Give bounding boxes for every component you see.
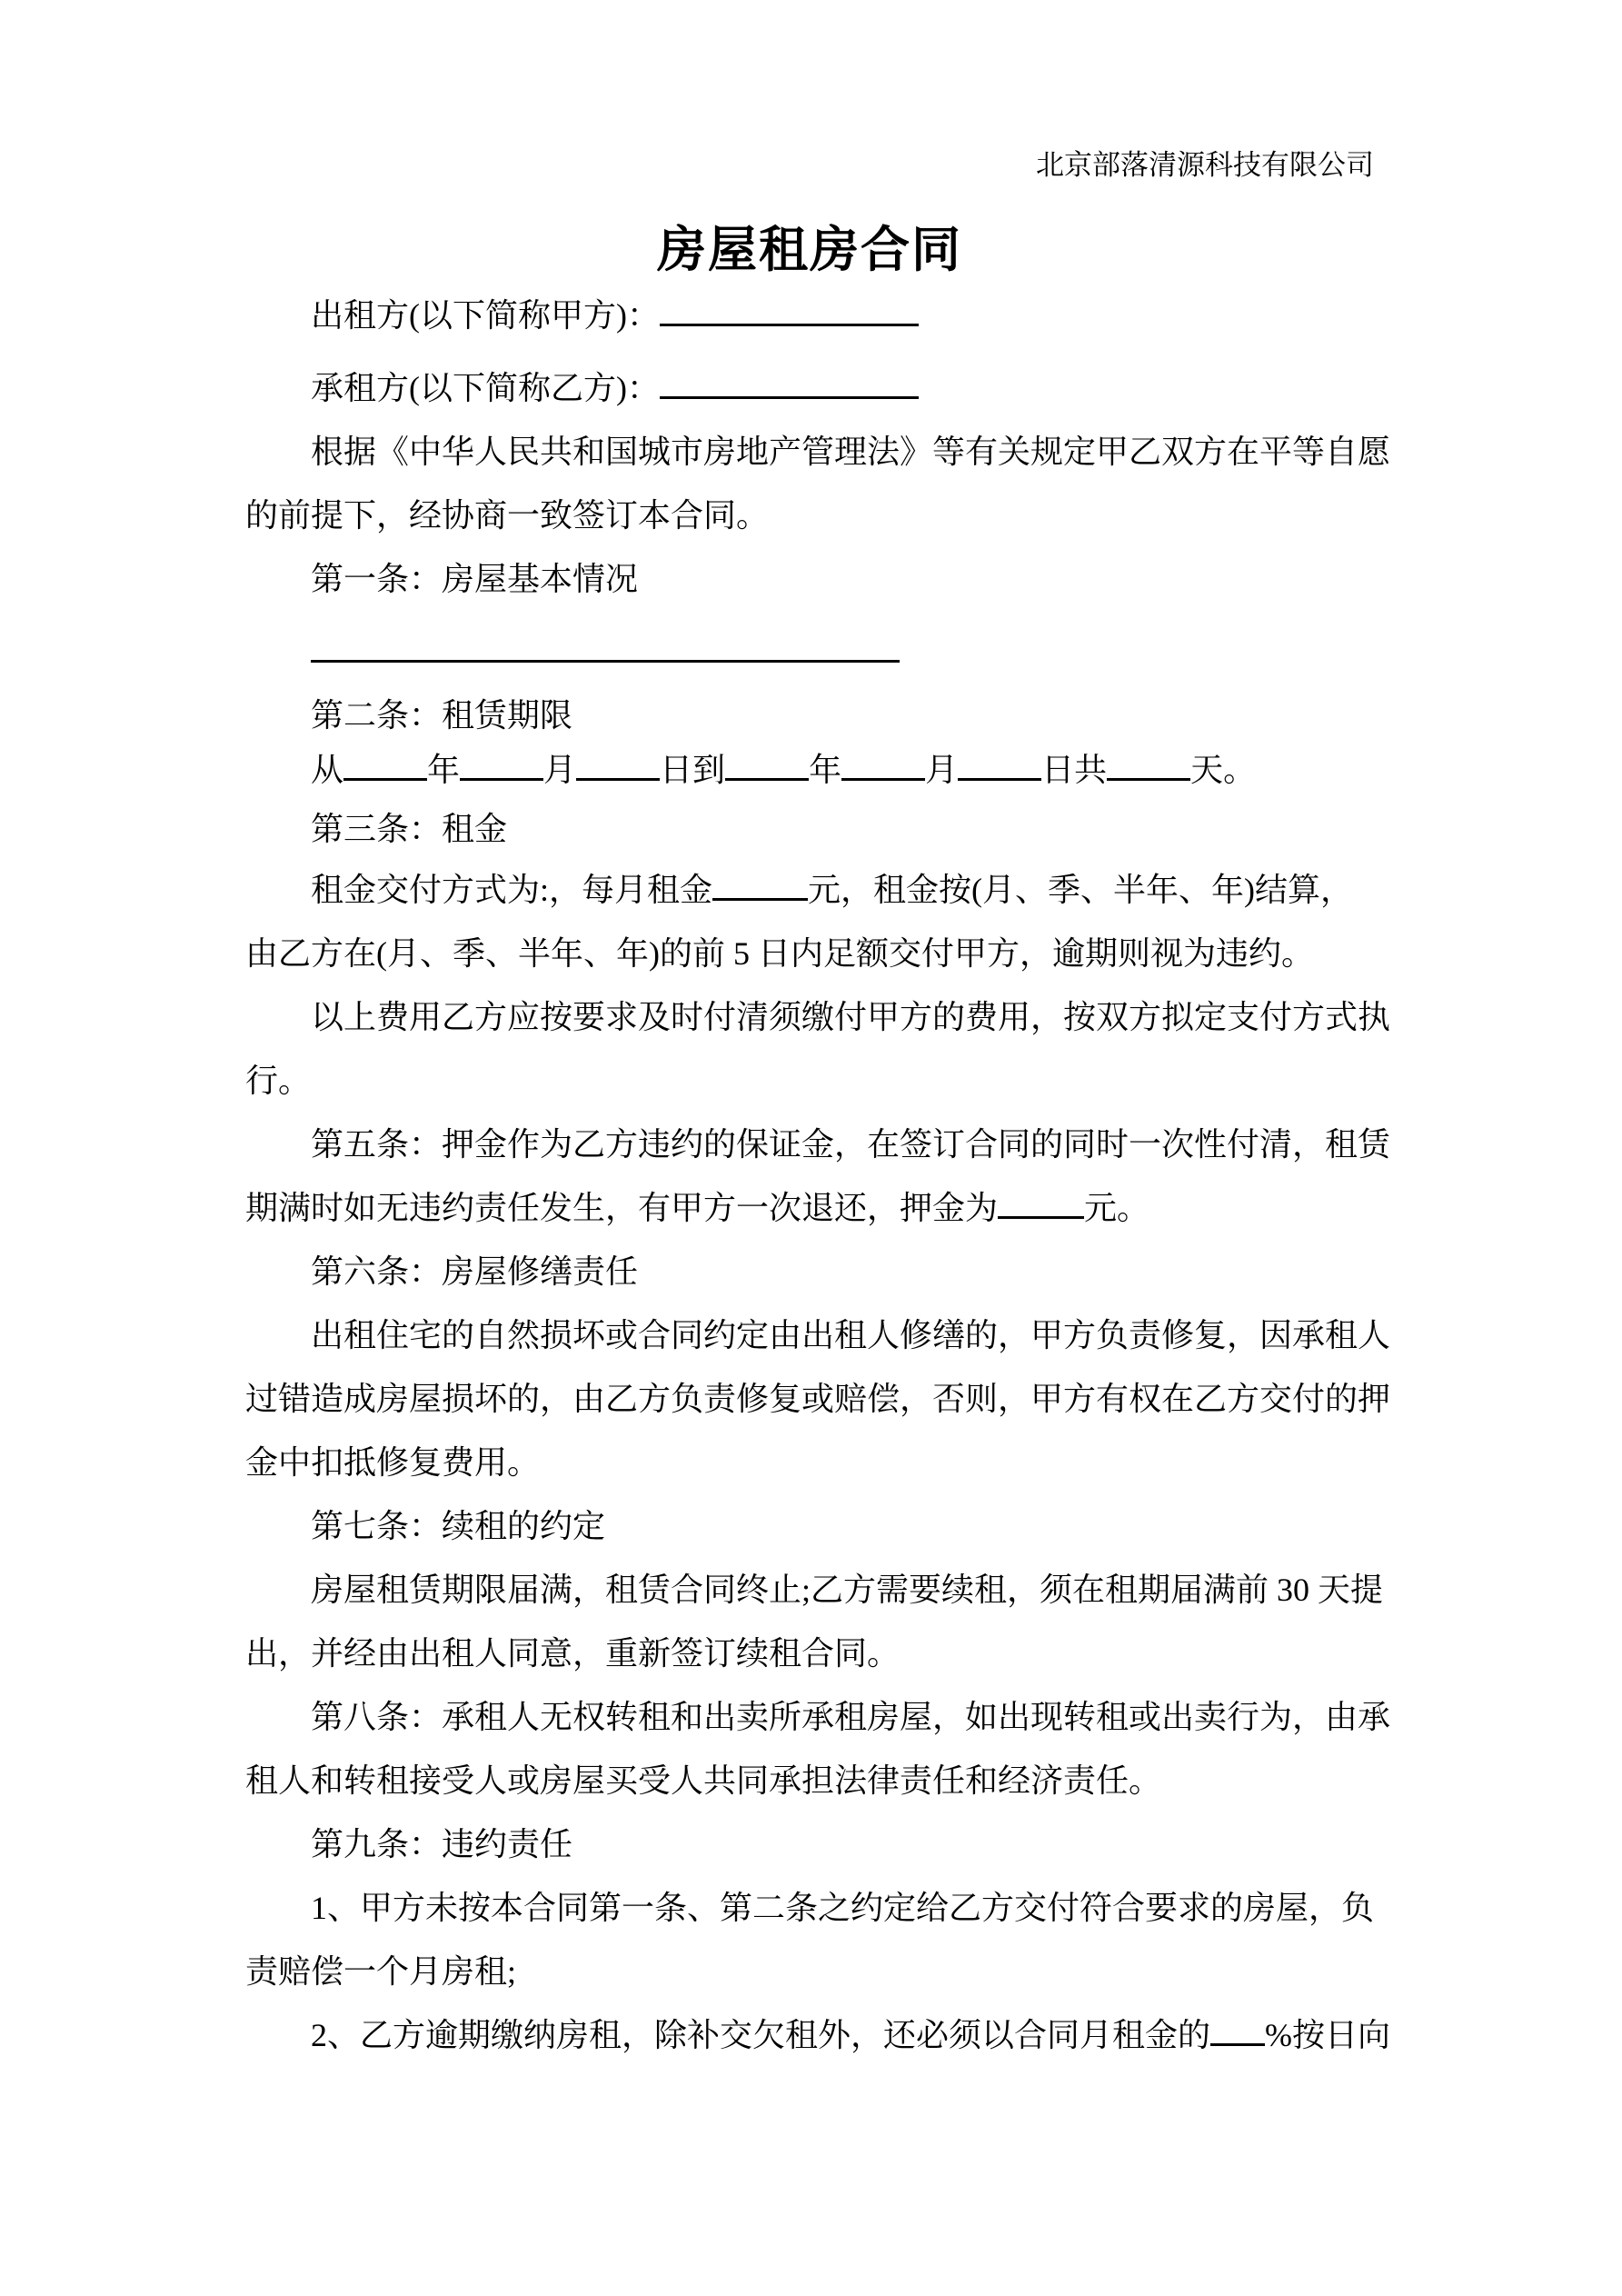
- text-run: 元。: [1084, 1190, 1150, 1226]
- article-9-heading: [245, 1812, 1381, 1876]
- text-run: 的前提下，经协商一致签订本合同。: [245, 497, 770, 534]
- company-header: 北京部落清源科技有限公司: [1036, 149, 1374, 181]
- intro-line-2: [245, 484, 1381, 547]
- article-5-line-2: [245, 1176, 1381, 1240]
- text-run: 租金交付方式为:，每月租金: [311, 872, 713, 908]
- text-run: 从: [311, 752, 344, 788]
- fill-in-blank: [998, 1180, 1084, 1219]
- fill-in-blank: [311, 624, 900, 663]
- breach-1-line-1: [245, 1876, 1381, 1940]
- text-run: 日共: [1041, 752, 1108, 788]
- rent-line-2: [245, 922, 1381, 985]
- text-run: 过错造成房屋损坏的，由乙方负责修复或赔偿，否则，甲方有权在乙方交付的押: [245, 1381, 1391, 1417]
- text-run: 第八条：承租人无权转租和出卖所承租房屋，如出现转租或出卖行为，由承: [311, 1699, 1391, 1735]
- fill-in-blank: [712, 862, 808, 901]
- text-run: 第三条：租金: [311, 811, 508, 847]
- text-run: 年: [427, 752, 461, 788]
- text-run: 出租方(以下简称甲方)：: [311, 297, 660, 334]
- article-8-line-2: [245, 1749, 1381, 1812]
- text-run: 行。: [245, 1063, 312, 1099]
- lease-term-line: [245, 738, 1381, 802]
- text-run: %按日向: [1265, 2017, 1391, 2053]
- text-run: 日到: [660, 752, 726, 788]
- fill-in-blank: [841, 742, 925, 781]
- text-run: 1、甲方未按本合同第一条、第二条之约定给乙方交付符合要求的房屋，负: [311, 1890, 1375, 1926]
- text-run: 租人和转租接受人或房屋买受人共同承担法律责任和经济责任。: [245, 1762, 1162, 1799]
- fill-in-blank: [576, 742, 660, 781]
- text-run: 月: [543, 752, 577, 788]
- fill-in-blank: [725, 742, 809, 781]
- fill-in-blank: [958, 742, 1041, 781]
- intro-line-1: [245, 420, 1391, 484]
- fill-in-blank: [460, 742, 543, 781]
- repair-line-3: [245, 1431, 1381, 1494]
- article-8-line-1: [245, 1685, 1391, 1749]
- text-run: 出，并经由出租人同意，重新签订续租合同。: [245, 1635, 901, 1672]
- article-7-heading: [245, 1494, 1381, 1558]
- party-a-line: [245, 284, 1381, 347]
- rent-line-1: [245, 858, 1381, 922]
- renew-line-2: [245, 1622, 1381, 1685]
- article-5-line-1: [245, 1113, 1391, 1176]
- text-run: 期满时如无违约责任发生，有甲方一次退还，押金为: [245, 1190, 999, 1226]
- fees-line-1: [245, 985, 1391, 1049]
- fill-in-blank: [660, 360, 919, 399]
- text-run: 出租住宅的自然损坏或合同约定由出租人修缮的，甲方负责修复，因承租人: [311, 1317, 1391, 1353]
- party-b-line: [245, 356, 1381, 420]
- contract-body: [245, 284, 1391, 2067]
- house-info-blank-line: [245, 620, 1381, 684]
- article-3-heading: [245, 797, 1381, 861]
- renew-line-1: [245, 1558, 1384, 1622]
- text-run: 承租方(以下简称乙方)：: [311, 370, 660, 406]
- text-run: 年: [809, 752, 842, 788]
- text-run: 以上费用乙方应按要求及时付清须缴付甲方的费用，按双方拟定支付方式执: [311, 999, 1391, 1035]
- fill-in-blank: [343, 742, 427, 781]
- breach-1-line-2: [245, 1940, 1381, 2003]
- text-run: 由乙方在(月、季、半年、年)的前 5 日内足额交付甲方，逾期则视为违约。: [245, 935, 1314, 972]
- text-run: 责赔偿一个月房租;: [245, 1953, 517, 1990]
- repair-line-2: [245, 1367, 1391, 1431]
- fill-in-blank: [660, 287, 919, 326]
- document-title: 房屋租房合同: [657, 223, 962, 277]
- text-run: 天。: [1190, 752, 1257, 788]
- breach-2-line: [245, 2003, 1391, 2067]
- text-run: 2、乙方逾期缴纳房租，除补交欠租外，还必须以合同月租金的: [311, 2017, 1211, 2053]
- text-run: 第六条：房屋修缮责任: [311, 1253, 639, 1290]
- repair-line-1: [245, 1303, 1391, 1367]
- text-run: 第二条：租赁期限: [311, 697, 573, 734]
- text-run: 元，租金按(月、季、半年、年)结算，: [808, 872, 1353, 908]
- text-run: 第七条：续租的约定: [311, 1508, 606, 1544]
- text-run: 第一条：房屋基本情况: [311, 561, 639, 597]
- text-run: 第五条：押金作为乙方违约的保证金，在签订合同的同时一次性付清，租赁: [311, 1126, 1391, 1163]
- text-run: 金中扣抵修复费用。: [245, 1444, 541, 1481]
- article-1-heading: [245, 547, 1381, 611]
- fill-in-blank: [1210, 2007, 1265, 2046]
- text-run: 房屋租赁期限届满，租赁合同终止;乙方需要续租，须在租期届满前 30 天提: [311, 1572, 1384, 1608]
- text-run: 根据《中华人民共和国城市房地产管理法》等有关规定甲乙双方在平等自愿: [311, 434, 1391, 470]
- fees-line-2: [245, 1049, 1381, 1113]
- text-run: 月: [925, 752, 959, 788]
- text-run: 第九条：违约责任: [311, 1826, 573, 1862]
- article-6-heading: [245, 1240, 1381, 1303]
- fill-in-blank: [1107, 742, 1190, 781]
